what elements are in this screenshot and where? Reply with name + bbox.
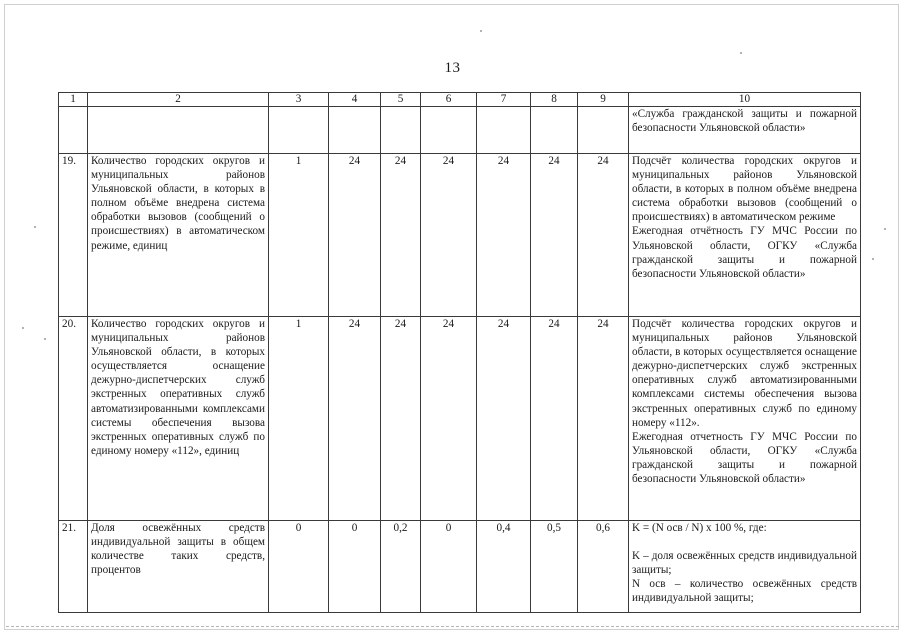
column-header: 10 [629, 93, 861, 107]
value-cell: 24 [329, 317, 381, 521]
value-cell [421, 107, 477, 154]
value-cell: 1 [269, 154, 329, 317]
value-cell: 24 [421, 317, 477, 521]
table-row-20 [59, 317, 861, 521]
value-cell: 0,4 [477, 521, 531, 613]
row-number: 19. [59, 154, 88, 317]
method-line: Ежегодная отчётность ГУ МЧС России по Ульяновской области, ОГКУ «Служба гражданской защиты и пожарной безопасности Ульяновской области» [632, 225, 857, 280]
calculation-method [629, 521, 861, 613]
row-number [59, 107, 88, 154]
column-header: 2 [88, 93, 269, 107]
table-row-19 [59, 154, 861, 317]
value-cell: 24 [531, 154, 578, 317]
page-number: 13 [444, 60, 461, 76]
value-cell [477, 107, 531, 154]
column-header: 4 [329, 93, 381, 107]
value-cell: 24 [421, 154, 477, 317]
indicator-name: Количество городских округов и муниципальных районов Ульяновской области, в которых в полном объёме внедрена система обработки вызовов (сообщений о происшествиях) в автоматическом режиме, единиц [88, 154, 269, 317]
scan-speck [872, 258, 874, 260]
value-cell: 24 [477, 154, 531, 317]
blank-line [632, 535, 857, 549]
formula-line: K = (N осв / N) х 100 %, где: [632, 522, 767, 534]
column-header: 9 [578, 93, 629, 107]
calculation-method [629, 107, 861, 154]
value-cell [381, 107, 421, 154]
value-cell: 24 [578, 154, 629, 317]
value-cell: 0,5 [531, 521, 578, 613]
scan-edge [6, 626, 899, 627]
scan-speck [22, 327, 24, 329]
method-line: «Служба гражданской защиты и пожарной безопасности Ульяновской области» [632, 108, 857, 135]
indicator-name [88, 107, 269, 154]
value-cell: 1 [269, 317, 329, 521]
value-cell: 0 [269, 521, 329, 613]
value-cell: 24 [381, 154, 421, 317]
scan-speck [44, 338, 46, 340]
method-line: Подсчёт количества городских округов и муниципальных районов Ульяновской области, в которых в полном объёме внедрена система обработки вызовов (сообщений о происшествиях) в автоматическом режиме [632, 155, 857, 224]
value-cell: 24 [381, 317, 421, 521]
calculation-method [629, 154, 861, 317]
value-cell: 24 [477, 317, 531, 521]
indicator-table [58, 92, 861, 613]
table-row-continuation [59, 107, 861, 154]
calculation-method [629, 317, 861, 521]
value-cell: 0 [329, 521, 381, 613]
column-header: 6 [421, 93, 477, 107]
method-line: K – доля освежённых средств индивидуальной защиты; [632, 550, 857, 577]
row-number: 21. [59, 521, 88, 613]
column-header: 1 [59, 93, 88, 107]
indicator-name: Доля освежённых средств индивидуальной защиты в общем количестве таких средств, процентов [88, 521, 269, 613]
value-cell [531, 107, 578, 154]
scan-speck [480, 30, 482, 32]
scan-speck [740, 52, 742, 54]
value-cell: 24 [531, 317, 578, 521]
column-header: 3 [269, 93, 329, 107]
value-cell [269, 107, 329, 154]
value-cell: 0 [421, 521, 477, 613]
value-cell: 0,2 [381, 521, 421, 613]
column-header-row [59, 93, 861, 107]
table-row-21 [59, 521, 861, 613]
scan-speck [34, 226, 36, 228]
value-cell: 24 [329, 154, 381, 317]
scan-speck [884, 228, 886, 230]
column-header: 5 [381, 93, 421, 107]
value-cell: 0,6 [578, 521, 629, 613]
value-cell [578, 107, 629, 154]
method-line: N осв – количество освежённых средств индивидуальной защиты; [632, 578, 857, 605]
column-header: 8 [531, 93, 578, 107]
row-number: 20. [59, 317, 88, 521]
method-line: Подсчёт количества городских округов и муниципальных районов Ульяновской области, в которых осуществляется оснащение дежурно-диспетчерских служб экстренных оперативных служб автоматизированными комплексами системы обеспечения вызова экстренных оперативных служб по единому номеру «112». [632, 318, 857, 429]
column-header: 7 [477, 93, 531, 107]
indicator-name: Количество городских округов и муниципальных районов Ульяновской области, в которых осуществляется оснащение дежурно-диспетчерских служб экстренных оперативных служб автоматизированными комплексами системы обеспечения вызова экстренных оперативных служб по единому номеру «112», единиц [88, 317, 269, 521]
method-line: Ежегодная отчетность ГУ МЧС России по Ульяновской области, ОГКУ «Служба гражданской защиты и пожарной безопасности Ульяновской области» [632, 430, 857, 486]
value-cell: 24 [578, 317, 629, 521]
value-cell [329, 107, 381, 154]
